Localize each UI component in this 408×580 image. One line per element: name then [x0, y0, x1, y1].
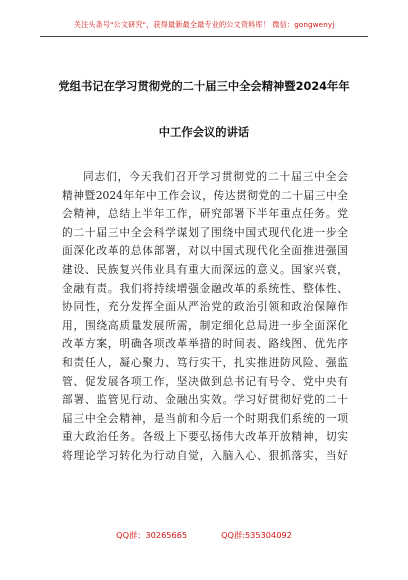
body-line: 管、促发展各项工作，坚决做到总书记有号令、党中央有 — [62, 374, 348, 388]
footer-qq-group-1: QQ群：30265665 — [116, 530, 188, 540]
body-line: 建设、民族复兴伟业具有重大而深远的意义。国家兴衰， — [62, 262, 348, 276]
body-line: 和责任人，凝心聚力、笃行实干，扎实推进防风险、强监 — [62, 355, 348, 369]
body-line: 重大政治任务。各级上下要弘扬伟大改革开放精神，切实 — [62, 430, 348, 444]
document-body — [62, 168, 348, 466]
body-line: 协同性，充分发挥全面从严治党的政治引领和政治保障作 — [62, 300, 348, 314]
body-line: 同志们，今天我们召开学习贯彻党的二十届三中全会 — [83, 170, 348, 183]
body-line: 用，围绕高质量发展所需，制定细化总局进一步全面深化 — [62, 318, 348, 332]
body-line: 届三中全会精神，是当前和今后一个时期我们系统的一项 — [62, 411, 348, 425]
body-line: 金融有责。我们将持续增强金融改革的系统性、整体性、 — [62, 281, 348, 295]
body-line: 面深化改革的总体部署，对以中国式现代化全面推进强国 — [62, 244, 348, 258]
footer-contact — [0, 530, 408, 541]
body-line: 的二十届三中全会科学谋划了围绕中国式现代化进一步全 — [62, 225, 348, 239]
body-line: 改革方案，明确各项改革举措的时间表、路线图、优先序 — [62, 337, 348, 351]
footer-qq-group-2: QQ群:535304092 — [221, 530, 292, 540]
body-line: 会精神，总结上半年工作，研究部署下半年重点任务。党 — [62, 207, 348, 221]
body-line: 将理论学习转化为行动自觉，入脑入心、狠抓落实，当好 — [62, 448, 348, 462]
body-line: 部署、监管见行动、金融出实效。学习好贯彻好党的二十 — [62, 393, 348, 407]
body-line: 精神暨2024年年中工作会议，传达贯彻党的二十届三中全 — [62, 188, 348, 202]
document-title-line-2: 中工作会议的讲话 — [158, 126, 250, 139]
header-promo-note: 关注头条号"公文研究"，获得最新最全最专业的公文资料库！ 微信：gongwenyj — [73, 20, 335, 29]
document-title-line-1: 党组书记在学习贯彻党的二十届三中全会精神暨2024年年 — [58, 80, 350, 93]
header-divider — [40, 36, 368, 37]
